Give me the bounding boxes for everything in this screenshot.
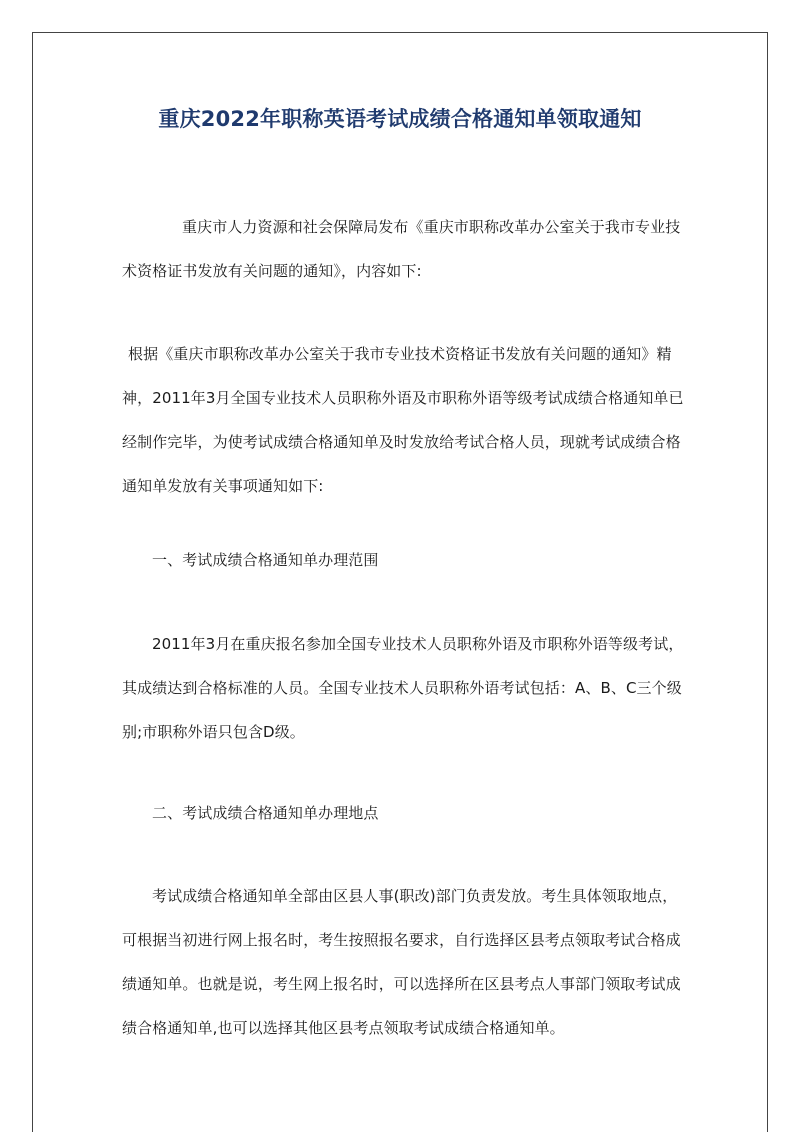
- section-heading-scope: 一、考试成绩合格通知单办理范围: [152, 551, 379, 569]
- paragraph-scope: 2011年3月在重庆报名参加全国专业技术人员职称外语及市职称外语等级考试，其成绩达到合格标准的人员。全国专业技术人员职称外语考试包括：A、B、C三个级别;市职称外语只包含D级。: [122, 635, 684, 741]
- document-title: 重庆2022年职称英语考试成绩合格通知单领取通知: [158, 107, 642, 131]
- paragraph-basis: 根据《重庆市职称改革办公室关于我市专业技术资格证书发放有关问题的通知》精神，2011年3月全国专业技术人员职称外语及市职称外语等级考试成绩合格通知单已经制作完毕，为使考试成绩合格通知单及时发放给考试合格人员，现就考试成绩合格通知单发放有关事项通知如下:: [122, 345, 684, 495]
- paragraph-intro: 重庆市人力资源和社会保障局发布《重庆市职称改革办公室关于我市专业技术资格证书发放有关问题的通知》，内容如下:: [122, 218, 681, 280]
- paragraph-location: 考试成绩合格通知单全部由区县人事(职改)部门负责发放。考生具体领取地点，可根据当初进行网上报名时，考生按照报名要求，自行选择区县考点领取考试合格成绩通知单。也就是说，考生网上报名时，可以选择所在区县考点人事部门领取考试成绩合格通知单,也可以选择其他区县考点领取考试成绩合格通知单。: [122, 887, 681, 1037]
- section-heading-location: 二、考试成绩合格通知单办理地点: [152, 804, 379, 822]
